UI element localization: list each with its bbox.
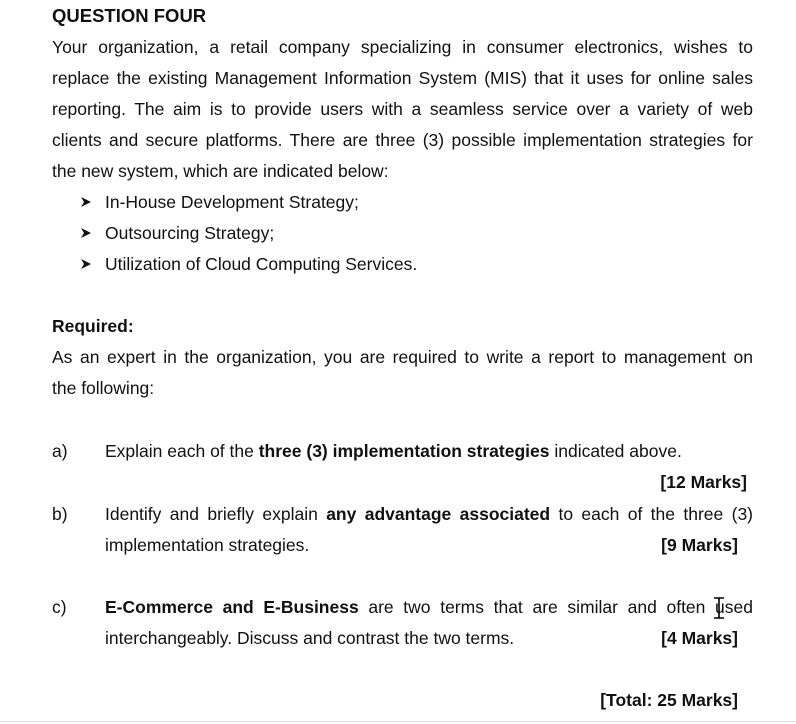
question-c-text-bold: E-Commerce and E-Business [105, 597, 359, 617]
question-a-text-post: indicated above. [549, 441, 682, 461]
text-cursor-icon [712, 597, 726, 619]
intro-line-4: clients and secure platforms. There are three (3) possible implementation strategies for [52, 130, 753, 150]
arrow-bullet-icon [80, 196, 92, 208]
question-c-text-post: are two terms that are similar and often used [358, 597, 753, 617]
question-a-label: a) [52, 441, 68, 461]
strategy-label: Utilization of Cloud Computing Services. [105, 254, 418, 274]
question-title: QUESTION FOUR [52, 5, 207, 26]
intro-line-1: Your organization, a retail company specializing in consumer electronics, wishes to [52, 37, 753, 57]
question-c-marks: [4 Marks] [661, 628, 738, 648]
question-b-line-1 [105, 503, 753, 525]
intro-line-3: reporting. The aim is to provide users with a seamless service over a variety of web [52, 99, 753, 119]
question-b-marks: [9 Marks] [661, 535, 738, 555]
question-a-text [105, 440, 682, 462]
question-c-line-1 [105, 596, 753, 618]
question-b-text-post: to each of the three (3) [550, 504, 753, 524]
question-a-text-bold: three (3) implementation strategies [258, 441, 550, 461]
total-marks: [Total: 25 Marks] [600, 690, 738, 710]
required-heading: Required: [52, 316, 134, 336]
question-c-line-2: interchangeably. Discuss and contrast the two terms. [105, 628, 515, 648]
arrow-bullet-icon [80, 258, 92, 270]
strategy-label: Outsourcing Strategy; [105, 223, 275, 243]
strategy-item [80, 191, 359, 213]
required-line-1: As an expert in the organization, you are required to write a report to management on [52, 347, 753, 367]
strategy-label: In-House Development Strategy; [105, 192, 359, 212]
intro-line-2: replace the existing Management Information System (MIS) that it uses for online sales [52, 68, 753, 88]
question-b-text-pre: Identify and briefly explain [105, 504, 327, 524]
question-c-label: c) [52, 597, 67, 617]
required-line-2: the following: [52, 378, 155, 398]
question-a-marks: [12 Marks] [660, 472, 747, 492]
intro-line-5: the new system, which are indicated below: [52, 161, 389, 181]
arrow-bullet-icon [80, 227, 92, 239]
question-b-text-bold: any advantage associated [326, 504, 551, 524]
question-b-label: b) [52, 504, 68, 524]
page-bottom-divider [0, 721, 796, 722]
question-a-text-pre: Explain each of the [105, 441, 259, 461]
question-b-line-2: implementation strategies. [105, 535, 310, 555]
strategy-item [80, 253, 417, 275]
strategy-item [80, 222, 274, 244]
